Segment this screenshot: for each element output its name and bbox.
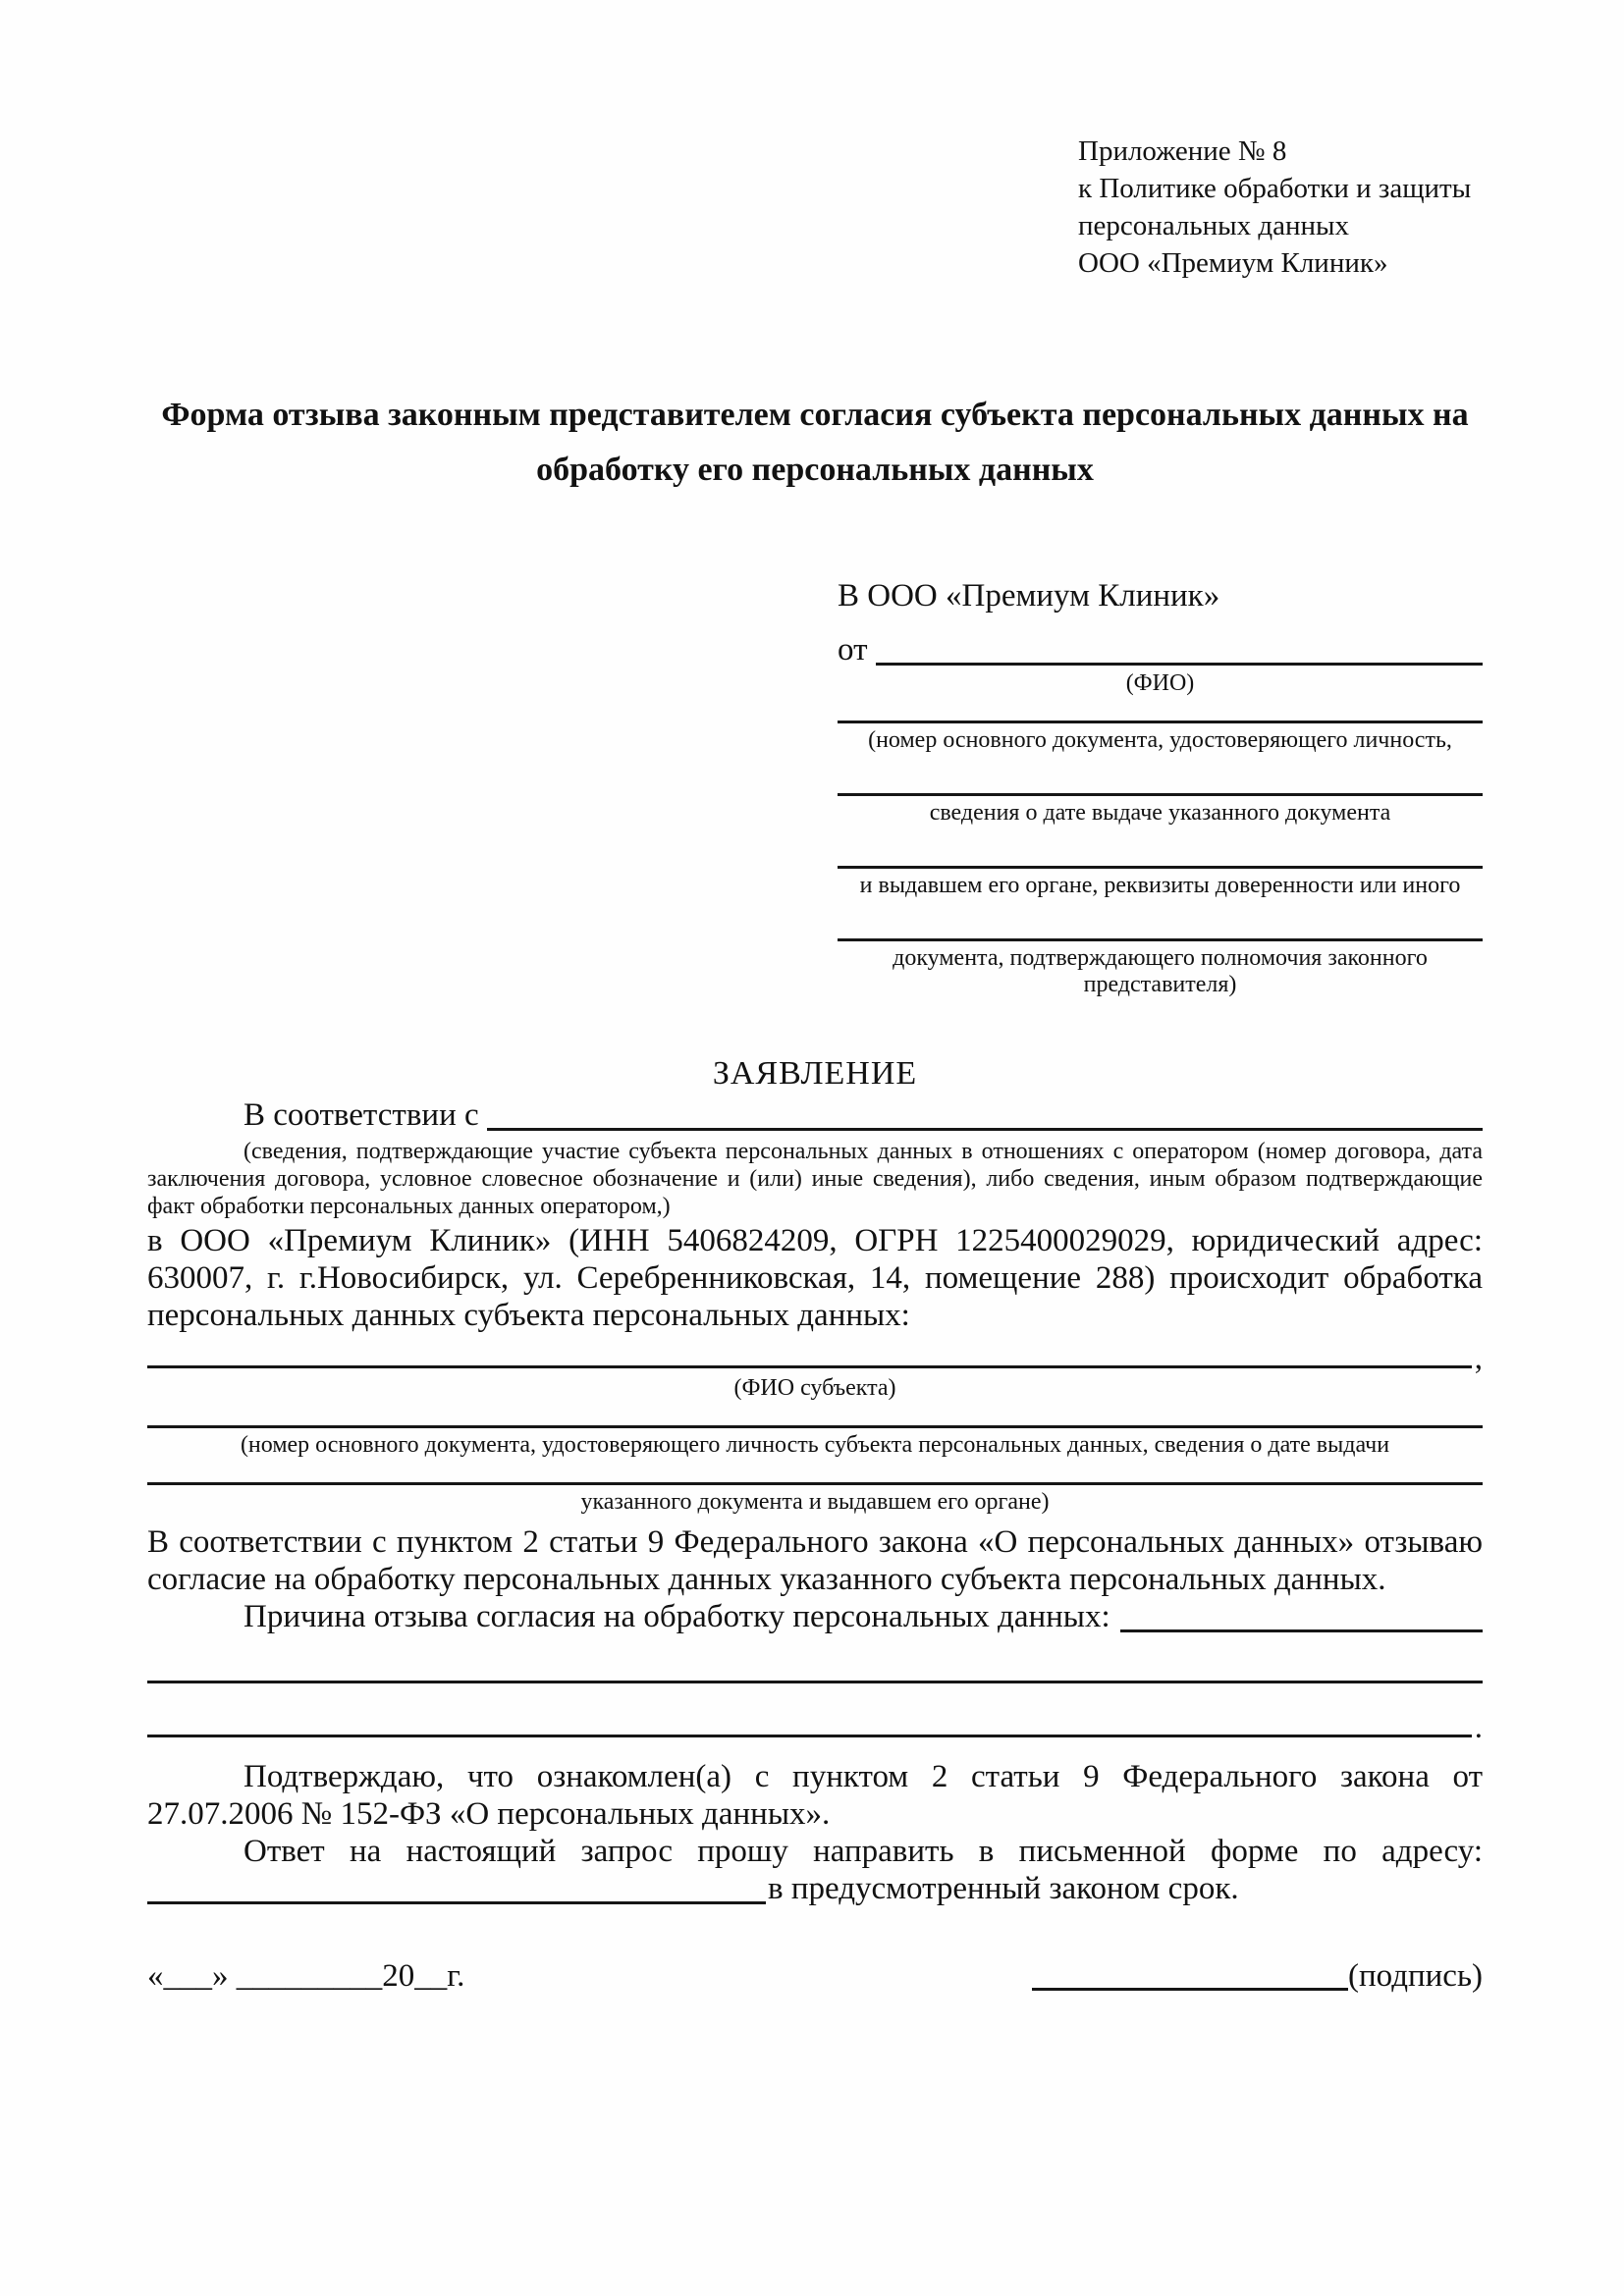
footer-row <box>147 1956 1483 1996</box>
subject-doc-caption: (номер основного документа, удостоверяющего личность субъекта персональных данных, сведения о дате выдачи <box>240 1432 1390 1458</box>
trailing-period: . <box>1474 1710 1483 1745</box>
representative-doc-field-line <box>838 793 1483 796</box>
appendix-header-line: Приложение № 8 <box>1078 135 1287 167</box>
appendix-header-line: к Политике обработки и защиты <box>1078 173 1472 204</box>
representative-doc-field-line <box>838 866 1483 869</box>
representative-doc-caption: документа, подтверждающего полномочия законного представителя) <box>893 945 1428 997</box>
reply-address-field-line <box>147 1901 766 1904</box>
addressee-from-row <box>838 627 1483 668</box>
reason-field-line <box>1120 1629 1483 1632</box>
addressee-org: В ООО «Премиум Клиник» <box>838 578 1220 614</box>
reason-row <box>147 1598 1483 1635</box>
statement-heading: ЗАЯВЛЕНИЕ <box>712 1055 918 1092</box>
operator-paragraph: в ООО «Премиум Клиник» (ИНН 5406824209, ОГРН 1225400029029, юридический адрес: 630007, г. г.Новосибирск, ул. Серебренниковская, 14, помещение 288) происходит обработка персональных данных субъекта персональных данных: <box>147 1223 1483 1333</box>
representative-doc-caption: сведения о дате выдаче указанного документа <box>929 800 1391 826</box>
addressee-block <box>838 576 1483 998</box>
document-title: Форма отзыва законным представителем согласия субъекта персональных данных на обработку его персональных данных <box>161 397 1469 488</box>
accordance-row <box>147 1096 1483 1134</box>
subject-fio-row <box>147 1341 1483 1376</box>
representative-doc-caption: и выдавшем его органе, реквизиты доверенности или иного <box>859 873 1461 898</box>
confirmation-paragraph: Подтверждаю, что ознакомлен(а) с пунктом 2 статьи 9 Федерального закона от 27.07.2006 № 152-ФЗ «О персональных данных». <box>147 1759 1483 1832</box>
from-label: от <box>838 632 868 667</box>
appendix-header-line: ООО «Премиум Клиник» <box>1078 247 1388 279</box>
accordance-label: В соответствии с <box>244 1097 479 1133</box>
representative-doc-field-line <box>838 938 1483 941</box>
fio-caption: (ФИО) <box>1125 670 1195 696</box>
reason-label: Причина отзыва согласия на обработку персональных данных: <box>244 1599 1110 1634</box>
representative-doc-field-line <box>838 721 1483 723</box>
reply-address-row <box>147 1870 1483 1907</box>
reason-blank-line <box>147 1681 1483 1683</box>
accordance-field-line <box>487 1128 1483 1131</box>
reply-term-text: в предусмотренный законом срок. <box>768 1871 1239 1906</box>
withdrawal-paragraph: В соответствии с пунктом 2 статьи 9 Федерального закона «О персональных данных» отзываю согласие на обработку персональных данных указанного субъекта персональных данных. <box>147 1524 1483 1597</box>
date-line: «___» _________20__г. <box>147 1958 465 1994</box>
subject-doc-field-line <box>147 1425 1483 1428</box>
subject-doc-field-line <box>147 1482 1483 1485</box>
representative-doc-caption: (номер основного документа, удостоверяющего личность, <box>868 727 1452 753</box>
trailing-comma: , <box>1474 1341 1483 1376</box>
appendix-header-line: персональных данных <box>1078 210 1350 241</box>
reason-blank-line <box>147 1735 1472 1737</box>
signature-block <box>1032 1956 1483 1996</box>
signature-caption: (подпись) <box>1348 1958 1483 1994</box>
from-fio-field-line <box>876 663 1484 666</box>
accordance-note: (сведения, подтверждающие участие субъекта персональных данных в отношениях с оператором (номер договора, дата заключения договора, условное словесное обозначение и (или) иные сведения), либо сведения, иным образом подтверждающие факт обработки персональных данных оператором,) <box>147 1139 1483 1219</box>
subject-fio-field-line <box>147 1365 1472 1368</box>
subject-doc-caption: указанного документа и выдавшем его органе) <box>580 1489 1050 1515</box>
subject-fio-caption: (ФИО субъекта) <box>733 1375 896 1401</box>
appendix-header <box>1078 133 1483 282</box>
reply-paragraph: Ответ на настоящий запрос прошу направить в письменной форме по адресу: <box>244 1834 1483 1869</box>
signature-field-line <box>1032 1988 1348 1991</box>
reason-blank-row <box>147 1710 1483 1745</box>
